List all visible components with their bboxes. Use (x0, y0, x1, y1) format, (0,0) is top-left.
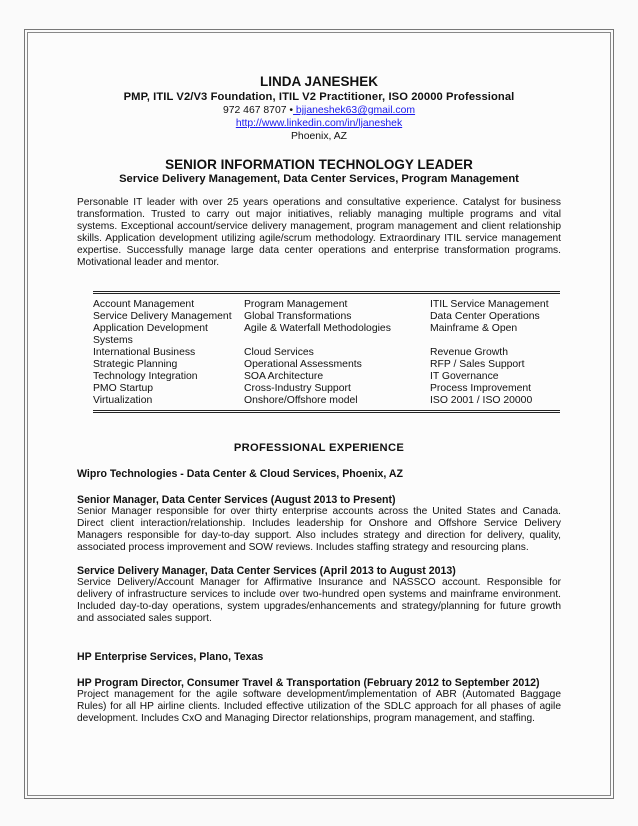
skill-cell: Systems (93, 335, 133, 346)
company-name: HP Enterprise Services, Plano, Texas (77, 651, 264, 663)
phone-number: 972 467 8707 (222, 105, 287, 116)
headline-title: SENIOR INFORMATION TECHNOLOGY LEADER (165, 157, 473, 172)
headline-subtitle: Service Delivery Management, Data Center Services, Program Management (119, 173, 519, 185)
skill-cell: Agile & Waterfall Methodologies (244, 323, 391, 334)
linkedin-line (77, 117, 561, 130)
skill-cell: IT Governance (430, 371, 499, 382)
location: Phoenix, AZ (290, 131, 348, 142)
skill-cell: ISO 2001 / ISO 20000 (430, 395, 533, 406)
role-description: Senior Manager responsible for over thirty enterprise accounts across the United States and Canada. Direct client interaction/relationship. Includes leadership for Onshore and Offshore Service Delivery Managers responsible for day-to-day support. Also includes strategy and direction for delivery, quality, associated process improvement and SOW reviews. Includes staffing strategy and resourcing plans. (77, 506, 561, 553)
skill-cell: Process Improvement (430, 383, 532, 394)
skill-cell (430, 335, 560, 347)
skill-cell: Service Delivery Management (93, 311, 232, 322)
skill-cell: International Business (93, 347, 196, 358)
linkedin-link[interactable]: http://www.linkedin.com/in/ljaneshek (235, 118, 403, 129)
skill-cell: SOA Architecture (244, 371, 324, 382)
skill-cell: Onshore/Offshore model (244, 395, 358, 406)
role-description: Service Delivery/Account Manager for Affirmative Insurance and NASSCO account. Responsible for delivery of infrastructure services to include over two-hundred open systems and mainframe environment. Included day-to-day operations, system upgrades/enhancements and strategy/planning for future growth and associated sales support. (77, 577, 561, 624)
skill-cell: Strategic Planning (93, 359, 178, 370)
skill-cell (244, 335, 430, 347)
role-title: HP Program Director, Consumer Travel & Transportation (February 2012 to September 2012) (77, 677, 540, 689)
skill-cell: Virtualization (93, 395, 153, 406)
skill-cell: Application Development (93, 323, 208, 334)
skill-cell: Global Transformations (244, 311, 352, 322)
role-title: Service Delivery Manager, Data Center Services (April 2013 to August 2013) (77, 565, 456, 577)
candidate-name: LINDA JANESHEK (259, 74, 378, 89)
bullet-separator: • (289, 105, 294, 116)
role-title: Senior Manager, Data Center Services (August 2013 to Present) (77, 494, 396, 506)
email-link[interactable]: bjjaneshek63@gmail.com (293, 105, 416, 116)
credentials: PMP, ITIL V2/V3 Foundation, ITIL V2 Practitioner, ISO 20000 Professional (123, 91, 515, 103)
company-name: Wipro Technologies - Data Center & Cloud Services, Phoenix, AZ (77, 468, 404, 480)
section-title-experience: PROFESSIONAL EXPERIENCE (233, 442, 405, 454)
summary-paragraph: Personable IT leader with over 25 years operations and consultative experience. Catalyst for business transformation. Trusted to carry out major initiatives, reliably managing multiple programs and vital systems. Exceptional account/service delivery management, program management and client relationship skills. Application development utilizing agile/scrum methodology. Extraordinary ITIL service management expertise. Successfully manage large data center operations and enterprise transformation programs. Motivational leader and mentor. (77, 197, 561, 268)
role-description: Project management for the agile software development/implementation of ABR (Automated Baggage Rules) for all HP airline clients. Included effective utilization of the SDLC approach for all phases of agile development. Includes CxO and Managing Director relationships, program management, and staffing. (77, 689, 561, 724)
skill-cell: Program Management (244, 299, 348, 310)
skill-cell: RFP / Sales Support (430, 359, 525, 370)
skill-cell: PMO Startup (93, 383, 154, 394)
skill-cell: Cross-Industry Support (244, 383, 351, 394)
skill-cell: Technology Integration (93, 371, 198, 382)
skill-cell: Operational Assessments (244, 359, 362, 370)
skill-cell: Account Management (93, 299, 195, 310)
skill-cell: Cloud Services (244, 347, 314, 358)
contact-line (77, 104, 561, 117)
skill-cell: ITIL Service Management (430, 299, 549, 310)
skill-cell: Revenue Growth (430, 347, 508, 358)
resume-page (77, 74, 561, 725)
skills-table (93, 291, 560, 413)
skill-cell: Data Center Operations (430, 311, 540, 322)
skill-cell: Mainframe & Open (430, 323, 518, 334)
